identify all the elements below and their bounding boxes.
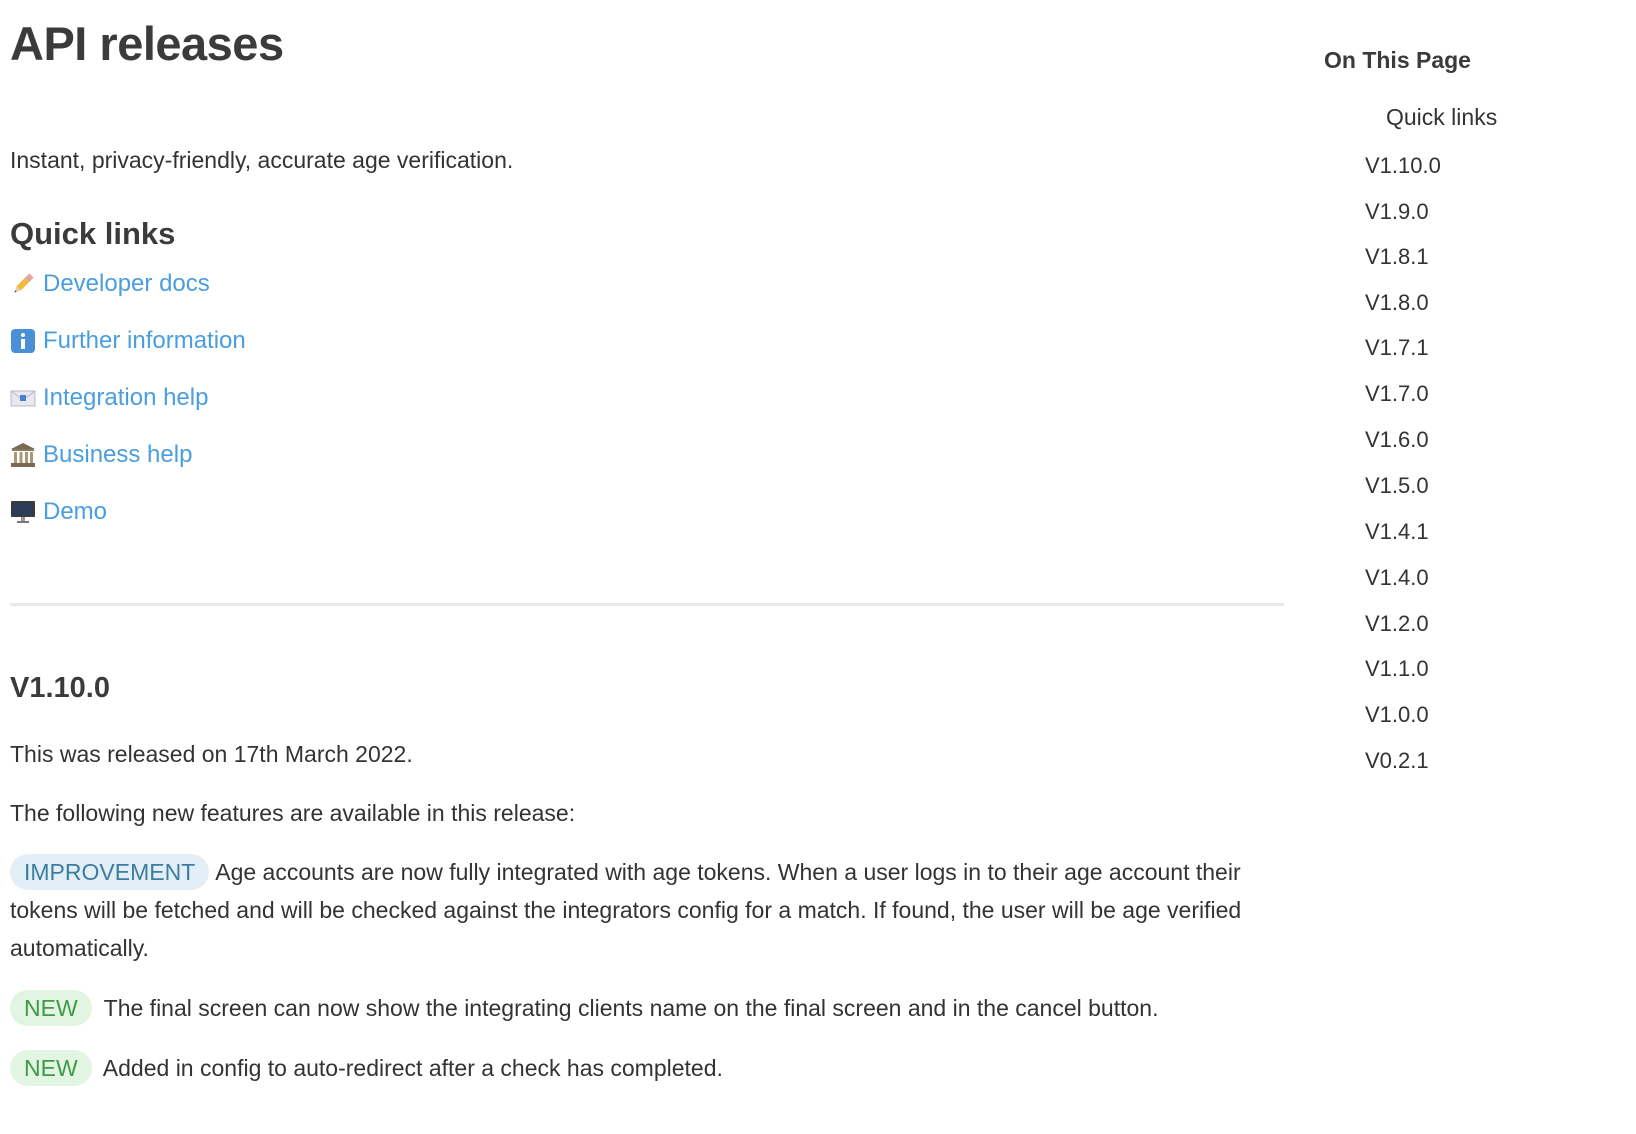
toc-item-version[interactable]: V1.8.1: [1365, 244, 1429, 269]
feature-item: [10, 1049, 1288, 1087]
quick-link-integration-help: [10, 381, 208, 415]
feature-text: Added in config to auto-redirect after a check has completed.: [102, 1055, 723, 1081]
toc-item-version[interactable]: V1.4.0: [1365, 565, 1429, 590]
features-intro-text: The following new features are available in this release:: [10, 800, 576, 826]
business-help-link[interactable]: Business help: [43, 441, 193, 468]
toc-item-version[interactable]: V1.10.0: [1365, 153, 1441, 178]
quick-link-demo: [10, 495, 107, 529]
toc-item-version[interactable]: V1.0.0: [1365, 702, 1429, 727]
quick-link-developer-docs: [10, 267, 210, 301]
toc-item-version[interactable]: V1.7.0: [1365, 381, 1429, 406]
toc-item-version[interactable]: V0.2.1: [1365, 748, 1429, 773]
further-information-link[interactable]: Further information: [43, 327, 246, 354]
feature-text: The final screen can now show the integrating clients name on the final screen and in the cancel button.: [103, 995, 1159, 1021]
new-badge: NEW: [10, 1050, 92, 1086]
info-icon: [10, 328, 36, 354]
integration-help-link[interactable]: Integration help: [43, 384, 209, 411]
toc-item-version[interactable]: V1.7.1: [1365, 335, 1429, 360]
demo-link[interactable]: Demo: [43, 498, 108, 525]
quick-link-further-information: [10, 324, 246, 358]
toc-item-version[interactable]: V1.4.1: [1365, 519, 1429, 544]
bank-icon: [10, 442, 36, 468]
section-divider: [10, 603, 1284, 606]
developer-docs-link[interactable]: Developer docs: [43, 270, 210, 297]
feature-text: Age accounts are now fully integrated with age tokens. When a user logs in to their age account their tokens will be fetched and will be checked against the integrators config for a match. If found, the user will be age verified automatically.: [10, 859, 1242, 961]
quick-link-business-help: [10, 438, 192, 472]
toc-title: On This Page: [1324, 47, 1471, 73]
feature-item: [10, 989, 1288, 1027]
new-badge: NEW: [10, 990, 92, 1026]
quick-links-heading: Quick links: [10, 216, 176, 251]
improvement-badge: IMPROVEMENT: [10, 854, 209, 890]
toc-item-version[interactable]: V1.2.0: [1365, 611, 1429, 636]
page-intro: Instant, privacy-friendly, accurate age verification.: [10, 147, 514, 173]
toc-item-version[interactable]: V1.8.0: [1365, 290, 1429, 315]
feature-item: [10, 853, 1288, 967]
envelope-icon: [10, 385, 36, 411]
release-version-heading: V1.10.0: [10, 672, 110, 704]
toc-item-version[interactable]: V1.9.0: [1365, 199, 1429, 224]
toc-item-version[interactable]: V1.6.0: [1365, 427, 1429, 452]
release-date-text: This was released on 17th March 2022.: [10, 741, 413, 767]
toc-item-quick-links[interactable]: Quick links: [1386, 104, 1498, 130]
desktop-computer-icon: [10, 499, 36, 525]
pencil-icon: [10, 271, 36, 297]
toc-item-version[interactable]: V1.5.0: [1365, 473, 1429, 498]
page-title: API releases: [10, 17, 284, 70]
toc-item-version[interactable]: V1.1.0: [1365, 656, 1429, 681]
